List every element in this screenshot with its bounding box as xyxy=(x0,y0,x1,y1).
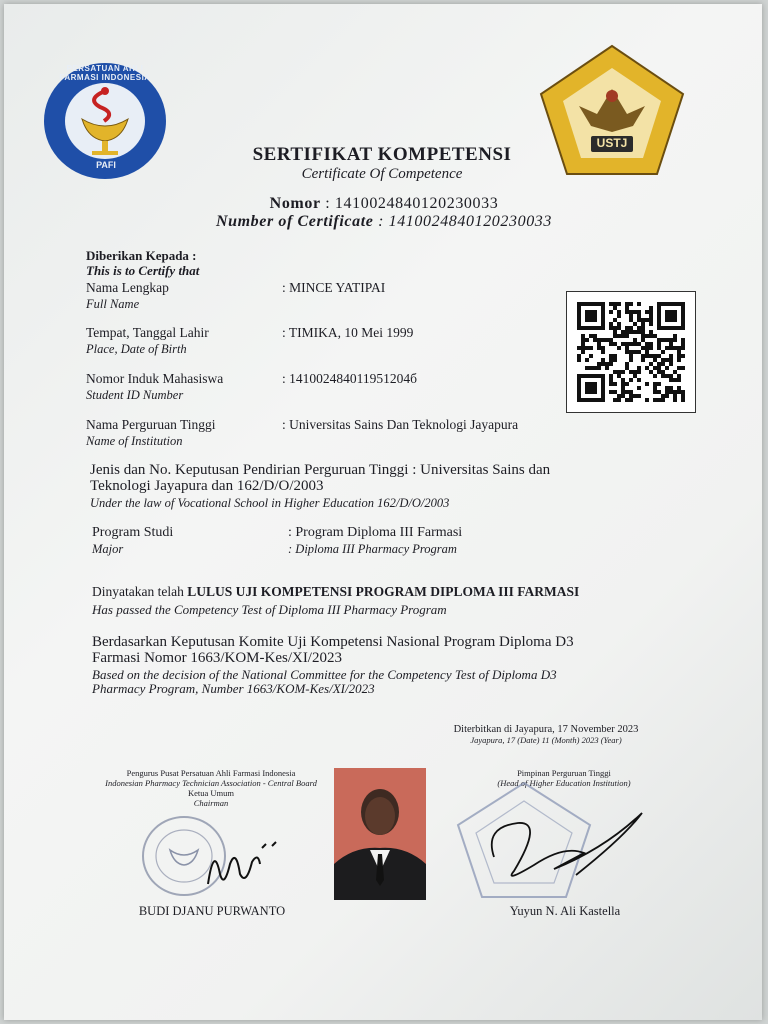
field-label: Nomor Induk Mahasiswa xyxy=(86,371,224,386)
basis-line-1: Berdasarkan Keputusan Komite Uji Kompetensi Nasional Program Diploma D3 xyxy=(92,634,574,650)
qr-code[interactable] xyxy=(566,291,696,413)
left-sign-line-3: Ketua Umum xyxy=(187,788,235,798)
program-value-en: : Diploma III Pharmacy Program xyxy=(288,542,457,556)
field-birth xyxy=(86,325,209,357)
left-sign-line-1: Pengurus Pusat Persatuan Ahli Farmasi Indonesia xyxy=(126,768,296,778)
pafi-bottom-text: PAFI xyxy=(96,160,116,170)
right-sign-line-2: (Head of Higher Education Institution) xyxy=(497,778,631,788)
field-label-en: Student ID Number xyxy=(86,388,184,402)
number-value: 1410024840120230033 xyxy=(388,213,552,230)
basis-en-2: Pharmacy Program, Number 1663/KOM-Kes/XI/2023 xyxy=(92,681,375,696)
certificate-title: SERTIFIKAT KOMPETENSI xyxy=(252,144,512,165)
field-label: Nama Lengkap xyxy=(86,280,169,295)
nomor-label: Nomor xyxy=(269,195,321,212)
field-institution xyxy=(86,417,216,449)
field-value: : MINCE YATIPAI xyxy=(282,280,386,295)
field-value: : Universitas Sains Dan Teknologi Jayapura xyxy=(282,417,519,432)
certificate-page: PERSATUAN AHLI FARMASI INDONESIA PAFI USTJ SERTIFIKAT KOMPETENSI Certificate Of Competence Nomor : 1410024840120230033 Number of Certificate : 1410024840120230033 Diberikan Kepada : This is to Certify that Nama Lengkap Full Name : MINCE YATIPAI Tempat, Tanggal Lahir Place, Date of Birth : TIMIKA, 10 Mei 1999 Nomor Induk Mahasiswa Student ID Number : 141002484011951204б Nama Perguruan Tinggi Name of Institution : Universitas Sains Dan Teknologi Jayapura Jenis dan No. Keputusan Pendirian Perguruan Tinggi : Universitas Sains dan Teknologi Jayapura dan 162/D/O/2003 Under the law of Vocational School in Higher Education 162/D/O/2003 Program Studi Major : Program Diploma III Farmasi : Diploma III Pharmacy Program Dinyatakan telah LULUS UJI KOMPETENSI PROGRAM DIPLOMA III FARMASI Has passed the Competency Test of Diploma III Pharmacy Program Berdasarkan Keputusan Komite Uji Kompetensi Nasional Program Diploma D3 Farmasi Nomor 1663/KOM-Kes/XI/2023 Based on the decision of the National Committee for the Competency Test of Diploma D3 Pharmacy Program, Number 1663/KOM-Kes/XI/2023 Diterbitkan di Jayapura, 17 November 2023 Jayapura, 17 (Date) 11 (Month) 2023 (Year) Pengurus Pusat Persatuan Ahli Farmasi Indonesia Indonesian Pharmacy Technician Association - Central Board Ketua Umum Chairman BUDI DJANU PURWANTO Pimpinan Perguruan Tinggi (Head of Higher Education Institution) Yuyun N. Ali Kastella xyxy=(4,4,762,1020)
number-label: Number of Certificate xyxy=(215,213,374,230)
basis-line-2: Farmasi Nomor 1663/KOM-Kes/XI/2023 xyxy=(92,650,342,666)
left-sign-name: BUDI DJANU PURWANTO xyxy=(138,904,286,918)
given-to-label: Diberikan Kepada : xyxy=(86,248,197,263)
ustj-bottom-text: USTJ xyxy=(596,136,628,150)
program-label-en: Major xyxy=(92,542,124,556)
field-label-en: Full Name xyxy=(86,297,140,311)
ustj-ring-text xyxy=(577,78,652,90)
issued-line-2: Jayapura, 17 (Date) 11 (Month) 2023 (Year) xyxy=(470,735,622,745)
program-label: Program Studi xyxy=(92,525,174,540)
basis-en-1: Based on the decision of the National Committee for the Competency Test of Diploma D3 xyxy=(92,667,557,682)
recipient-photo xyxy=(334,768,426,900)
left-signature-icon xyxy=(200,834,290,894)
left-sign-line-4: Chairman xyxy=(193,798,229,808)
passed-bold: LULUS UJI KOMPETENSI PROGRAM DIPLOMA III FARMASI xyxy=(187,584,580,599)
decree-line-2: Teknologi Jayapura dan 162/D/O/2003 xyxy=(90,478,324,494)
right-sign-name: Yuyun N. Ali Kastella xyxy=(509,904,621,918)
field-label-en: Name of Institution xyxy=(86,434,183,448)
ustj-logo-icon xyxy=(539,44,685,176)
field-full-name xyxy=(86,280,169,312)
qr-code-icon xyxy=(577,302,685,402)
ustj-stamp-icon xyxy=(454,779,654,904)
decree-en: Under the law of Vocational School in Higher Education 162/D/O/2003 xyxy=(90,496,450,510)
field-value: : 141002484011951204б xyxy=(282,371,417,386)
given-to-label-en: This is to Certify that xyxy=(86,263,200,278)
issued-line-1: Diterbitkan di Jayapura, 17 November 2023 xyxy=(453,724,639,735)
passed-prefix: Dinyatakan telah xyxy=(92,584,188,599)
field-label: Nama Perguruan Tinggi xyxy=(86,417,216,432)
field-label: Tempat, Tanggal Lahir xyxy=(86,325,209,340)
field-student-id xyxy=(86,371,223,403)
field-label-en: Place, Date of Birth xyxy=(86,342,187,356)
right-sign-line-1: Pimpinan Perguruan Tinggi xyxy=(517,768,611,778)
certificate-subtitle: Certificate Of Competence xyxy=(301,166,463,182)
decree-line-1: Jenis dan No. Keputusan Pendirian Perguruan Tinggi : Universitas Sains dan xyxy=(90,462,551,478)
nomor-value: 1410024840120230033 xyxy=(334,195,499,212)
passed-en: Has passed the Competency Test of Diploma III Pharmacy Program xyxy=(92,602,447,617)
pafi-ring-text: PERSATUAN AHLI FARMASI INDONESIA xyxy=(59,64,151,82)
field-value: : TIMIKA, 10 Mei 1999 xyxy=(282,325,414,340)
program-value: : Program Diploma III Farmasi xyxy=(288,525,463,540)
left-sign-line-2: Indonesian Pharmacy Technician Association - Central Board xyxy=(105,778,317,788)
